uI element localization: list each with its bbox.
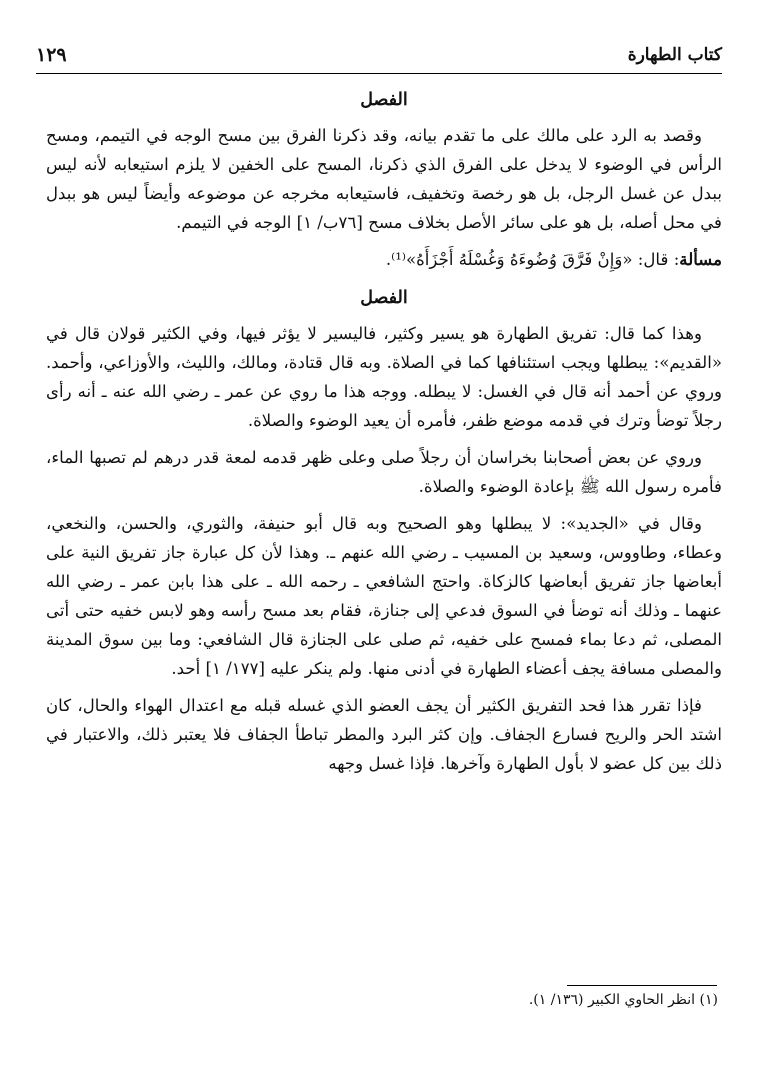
section-heading-1: الفصل bbox=[360, 90, 408, 110]
running-header bbox=[36, 40, 722, 70]
paragraph-5: فإذا تقرر هذا فحد التفريق الكثير أن يجف العضو الذي غسله قبله مع اعتدال الهواء والحال، كان اشتد الحر والريح فسارع الجفاف. وإن كثر البرد والمطر تباطأ الجفاف فلا يعتبر ذلك، والاعتبار في ذلك بين كل عضو لا بأول الطهارة وآخرها. فإذا غسل وجهه bbox=[46, 696, 722, 773]
paragraph-3: وروي عن بعض أصحابنا بخراسان أن رجلاً صلى وعلى ظهر قدمه لمعة قدر درهم لم تصبها الماء، فأمره رسول الله ﷺ بإعادة الوضوء والصلاة. bbox=[46, 448, 722, 496]
footnote: (١) انظر الحاوي الكبير (١٣٦/ ١). bbox=[528, 992, 718, 1008]
masala-line bbox=[46, 245, 722, 274]
header-divider bbox=[36, 73, 722, 74]
main-text bbox=[46, 86, 722, 786]
section-heading-2: الفصل bbox=[360, 288, 408, 308]
masala-label: مسألة bbox=[679, 249, 722, 269]
footnote-divider bbox=[567, 985, 717, 986]
paragraph-4: وقال في «الجديد»: لا يبطلها وهو الصحيح وبه قال أبو حنيفة، والثوري، والحسن، والنخعي، وعطاء، وطاووس، وسعيد بن المسيب ـ رضي الله عنهم ـ. وهذا لأن كل عبارة جاز تفريق النية على أبعاضها جاز تفريق أبعاضها كالزكاة. واحتج الشافعي ـ رحمه الله ـ على هذا بابن عمر ـ رضي الله عنهما ـ وذلك أنه توضأ في السوق فدعي إلى جنازة، فقام بعد مسح رأسه وهو لابس خفيه حتى أتى المصلى، ثم دعا بماء فمسح على خفيه، ثم صلى على الجنازة قال الشافعي: وما بين سوق المدينة والمصلى مسافة يجف أعضاء الطهارة في أدنى منها. ولم ينكر عليه [١٧٧/ ١] أحد. bbox=[46, 514, 722, 678]
paragraph-2: وهذا كما قال: تفريق الطهارة هو يسير وكثير، فاليسير لا يؤثر فيها، وفي الكثير قولان قال في «القديم»: يبطلها ويجب استئنافها كما في الصلاة. وبه قال قتادة، ومالك، والليث، والأوزاعي، وأحمد. وروي عن أحمد أنه قال في الغسل: لا يبطله. ووجه هذا ما روي عن عمر ـ رضي الله عنه ـ أنه رأى رجلاً توضأ وترك في قدمه موضع ظفر، فأمره أن يعيد الوضوء والصلاة. bbox=[46, 324, 722, 430]
running-title: كتاب الطهارة bbox=[627, 45, 722, 65]
masala-text: : قال: «وَإِنْ فَرَّقَ وُضُوءَهُ وَغُسْلَهُ أَجْزَأَهُ»⁽¹⁾. bbox=[385, 250, 680, 269]
paragraph-1: وقصد به الرد على مالك على ما تقدم بيانه، وقد ذكرنا الفرق بين مسح الوجه في التيمم، ومسح الرأس في الوضوء لا يدخل على الفرق الذي ذكرنا، المسح على الخفين لا يلزم استيعابه لأنه ليس ببدل عن غسل الرجل، بل هو رخصة وتخفيف، فاستيعابه مخرجه عن موضوعه وأيضاً ليس هو ببدل في محل أصله، بل هو على سائر الأصل بخلاف مسح [٧٦ب/ ١] الوجه في التيمم. bbox=[46, 126, 722, 232]
page-number: ١٢٩ bbox=[36, 44, 67, 66]
